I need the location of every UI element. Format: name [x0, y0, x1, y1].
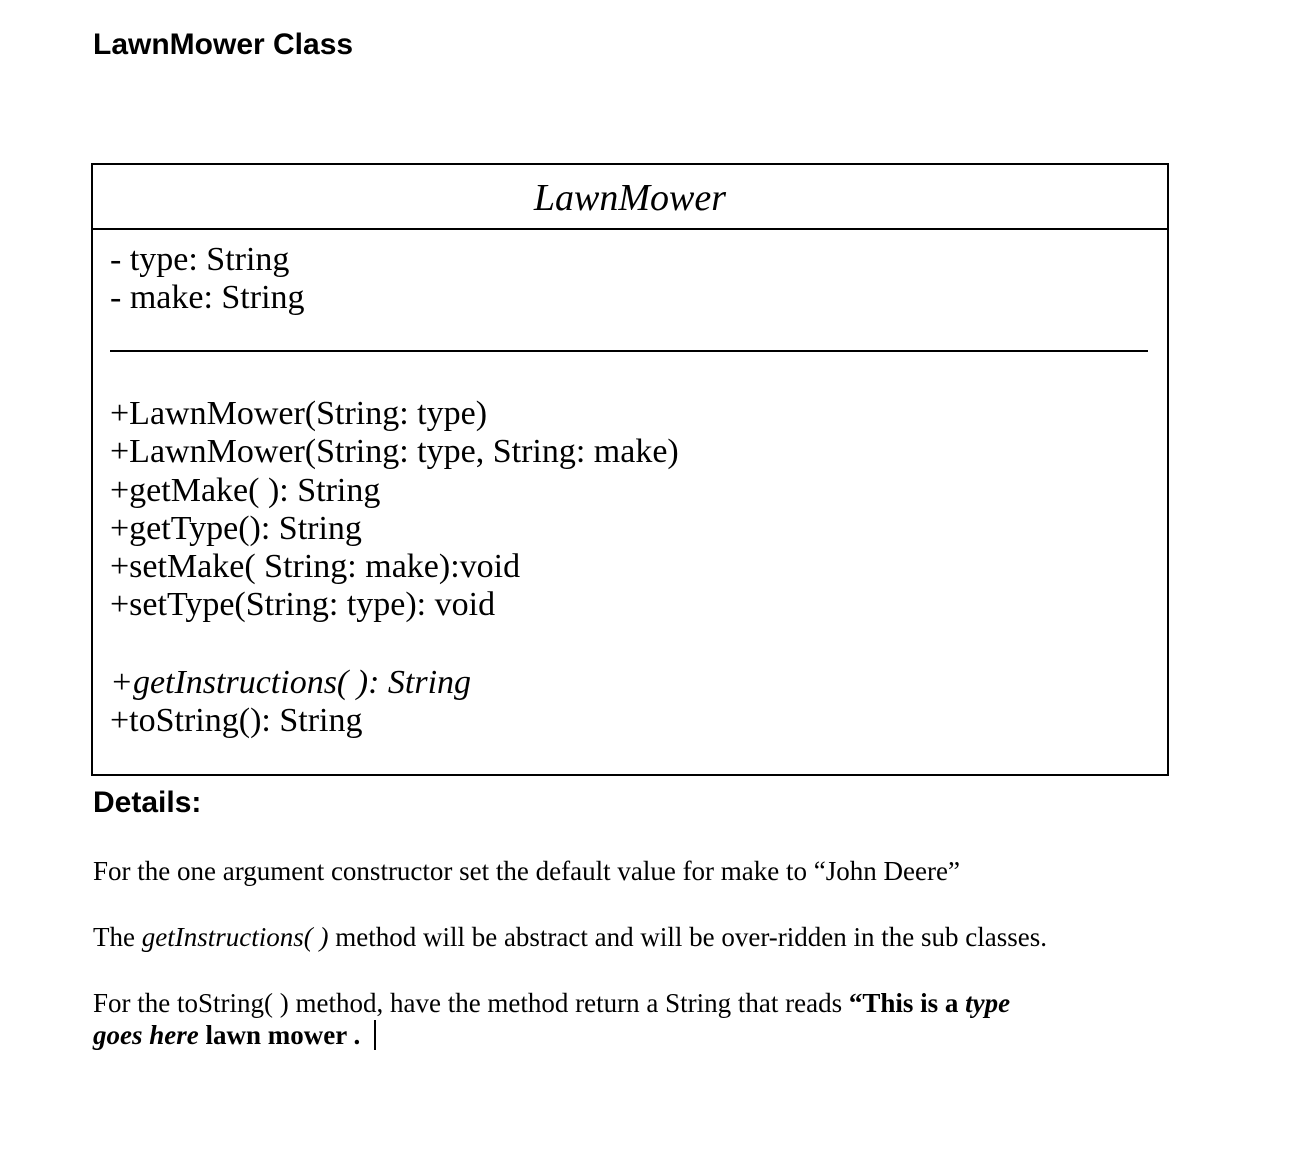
uml-class-name-compartment: [93, 165, 1167, 230]
uml-method-get-make: +getMake( ): String: [110, 472, 381, 509]
uml-method-get-type: +getType(): String: [110, 510, 362, 547]
uml-method-constructor-one-arg: +LawnMower(String: type): [110, 395, 488, 432]
uml-method-set-type: +setType(String: type): void: [110, 586, 496, 623]
uml-class-diagram: [91, 163, 1169, 776]
uml-attributes-separator: [110, 350, 1148, 352]
text-cursor: [374, 1020, 376, 1050]
uml-class-name: LawnMower: [533, 176, 727, 219]
details-heading: Details:: [93, 786, 202, 819]
uml-members-compartment: [93, 230, 1167, 774]
paragraph-text: For the toString( ) method, have the method return a String that reads: [93, 988, 849, 1018]
paragraph-text: The: [93, 922, 142, 952]
uml-method-constructor-two-arg: +LawnMower(String: type, String: make): [110, 433, 679, 470]
uml-attribute-type: - type: String: [110, 241, 290, 278]
details-paragraph-to-string: [93, 987, 1193, 1051]
page-title: LawnMower Class: [93, 28, 354, 61]
method-name: getInstructions( ): [141, 922, 329, 952]
quoted-return-text: “This is a type goes here lawn mower .: [93, 988, 1011, 1050]
uml-attribute-make: - make: String: [110, 279, 305, 316]
uml-method-set-make: +setMake( String: make):void: [110, 548, 521, 585]
uml-method-get-instructions: +getInstructions( ): String: [110, 664, 472, 701]
paragraph-text: method will be abstract and will be over-ridden in the sub classes.: [328, 922, 1047, 952]
details-paragraph-get-instructions: [93, 921, 1193, 953]
details-paragraph-constructor: For the one argument constructor set the default value for make to “John Deere”: [93, 856, 960, 886]
uml-method-to-string: +toString(): String: [110, 702, 363, 739]
